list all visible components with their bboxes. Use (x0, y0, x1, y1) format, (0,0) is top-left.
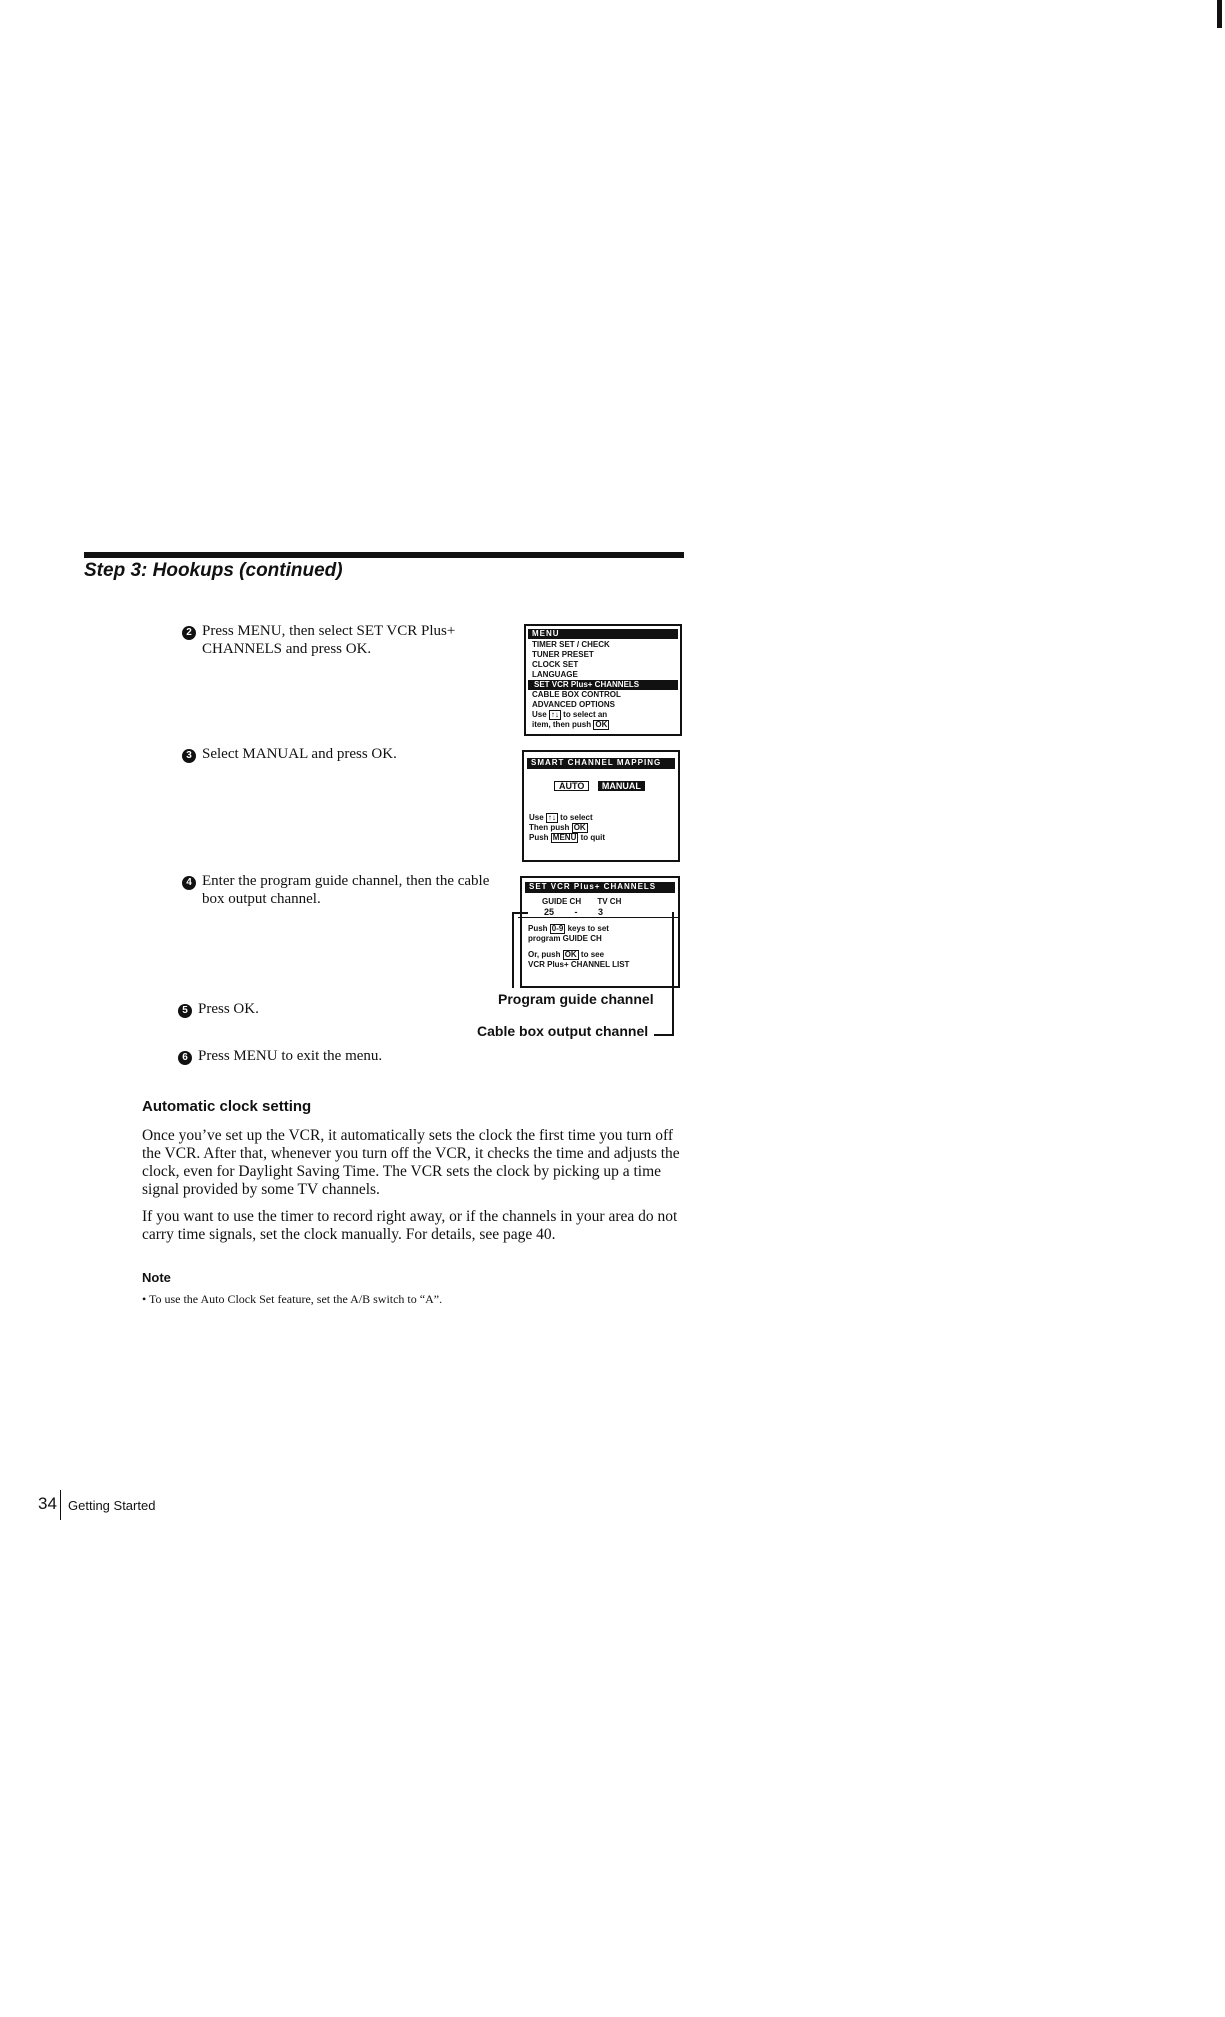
guide-ch-value: 25 (544, 907, 555, 917)
step-text: Press MENU, then select SET VCR Plus+ (202, 623, 456, 639)
step-text-cont: CHANNELS and press OK. (202, 641, 372, 657)
digits-key-icon: 0-9 (551, 924, 564, 933)
arrows-key-icon: ↑↓ (547, 813, 556, 822)
menu-hint: item, then push OK (532, 720, 608, 729)
callout-line-cable-bottom (654, 1034, 674, 1036)
step-4 (182, 872, 489, 908)
channels-hint: Push 0-9 keys to set (528, 924, 609, 933)
menu-key-icon: MENU (552, 833, 577, 842)
section-heading: Automatic clock setting (142, 1098, 312, 1115)
menu-item-selected: SET VCR Plus+ CHANNELS (528, 680, 678, 690)
step-text: Press MENU to exit the menu. (198, 1048, 383, 1064)
corner-mark (1217, 0, 1222, 28)
step-text: Enter the program guide channel, then the cable (202, 873, 490, 889)
step-number: 2 (182, 626, 196, 640)
menu-hint: Use ↑↓ to select an (532, 710, 608, 719)
ok-key-icon: OK (595, 720, 608, 729)
screen-header: SMART CHANNEL MAPPING (527, 758, 675, 769)
mapping-hint: Use ↑↓ to select (529, 813, 593, 822)
paragraph: If you want to use the timer to record right away, or if the channels in your area do not carry time signals, set the clock manually. For details, see page 40. (142, 1208, 678, 1243)
channel-values: 25 - 3 (518, 907, 678, 918)
section-title: Step 3: Hookups (continued) (84, 560, 343, 581)
note-item: • To use the Auto Clock Set feature, set the A/B switch to “A”. (142, 1292, 443, 1306)
step-text: Press OK. (198, 1001, 259, 1017)
menu-item: ADVANCED OPTIONS (532, 700, 615, 709)
callout-cable-box: Cable box output channel (477, 1023, 649, 1039)
step-5 (178, 1000, 259, 1018)
menu-item: CABLE BOX CONTROL (532, 690, 621, 699)
callout-line-guide-top (512, 912, 528, 914)
arrows-key-icon: ↑↓ (550, 710, 559, 719)
menu-item: LANGUAGE (532, 670, 578, 679)
step-number: 6 (178, 1051, 192, 1065)
screen-header: MENU (528, 629, 678, 639)
menu-item: TIMER SET / CHECK (532, 640, 610, 649)
menu-screen (524, 624, 682, 736)
mapping-options (524, 769, 678, 791)
screen-header: SET VCR Plus+ CHANNELS (525, 882, 675, 893)
step-3 (182, 745, 397, 763)
menu-item: TUNER PRESET (532, 650, 594, 659)
step-6 (178, 1047, 382, 1065)
step-number: 4 (182, 876, 196, 890)
paragraph: Once you’ve set up the VCR, it automatically sets the clock the first time you turn off the VCR. After that, whenever you turn off the VCR, it checks the time and adjusts the clock, even for Daylight Saving Time. The VCR sets the clock by picking up a time signal provided by some TV channels. (142, 1127, 680, 1198)
mapping-hint: Push MENU to quit (529, 833, 606, 842)
option-manual: MANUAL (598, 781, 645, 791)
menu-item: CLOCK SET (532, 660, 579, 669)
footer-divider (60, 1490, 61, 1520)
option-auto: AUTO (554, 781, 589, 791)
tv-ch-value: 3 (598, 907, 604, 917)
mapping-screen (522, 750, 680, 862)
step-text: Select MANUAL and press OK. (202, 746, 397, 762)
channel-columns: GUIDE CH TV CH (542, 897, 622, 906)
callout-program-guide: Program guide channel (498, 991, 654, 1007)
step-text-cont: box output channel. (202, 891, 321, 907)
channels-hint: Or, push OK to see (528, 950, 605, 959)
step-number: 5 (178, 1004, 192, 1018)
channels-hint: VCR Plus+ CHANNEL LIST (528, 960, 630, 969)
callout-line-guide (512, 912, 514, 988)
header-rule (84, 552, 684, 558)
channels-hint: program GUIDE CH (528, 934, 602, 943)
channels-screen (520, 876, 680, 988)
step-number: 3 (182, 749, 196, 763)
step-2 (182, 622, 455, 658)
note-label: Note (142, 1270, 171, 1285)
mapping-hint: Then push OK (529, 823, 586, 832)
callout-line-cable (672, 912, 674, 1036)
ok-key-icon: OK (573, 823, 586, 832)
footer-section: Getting Started (68, 1498, 156, 1513)
page-number: 34 (38, 1494, 57, 1513)
ok-key-icon: OK (564, 950, 577, 959)
